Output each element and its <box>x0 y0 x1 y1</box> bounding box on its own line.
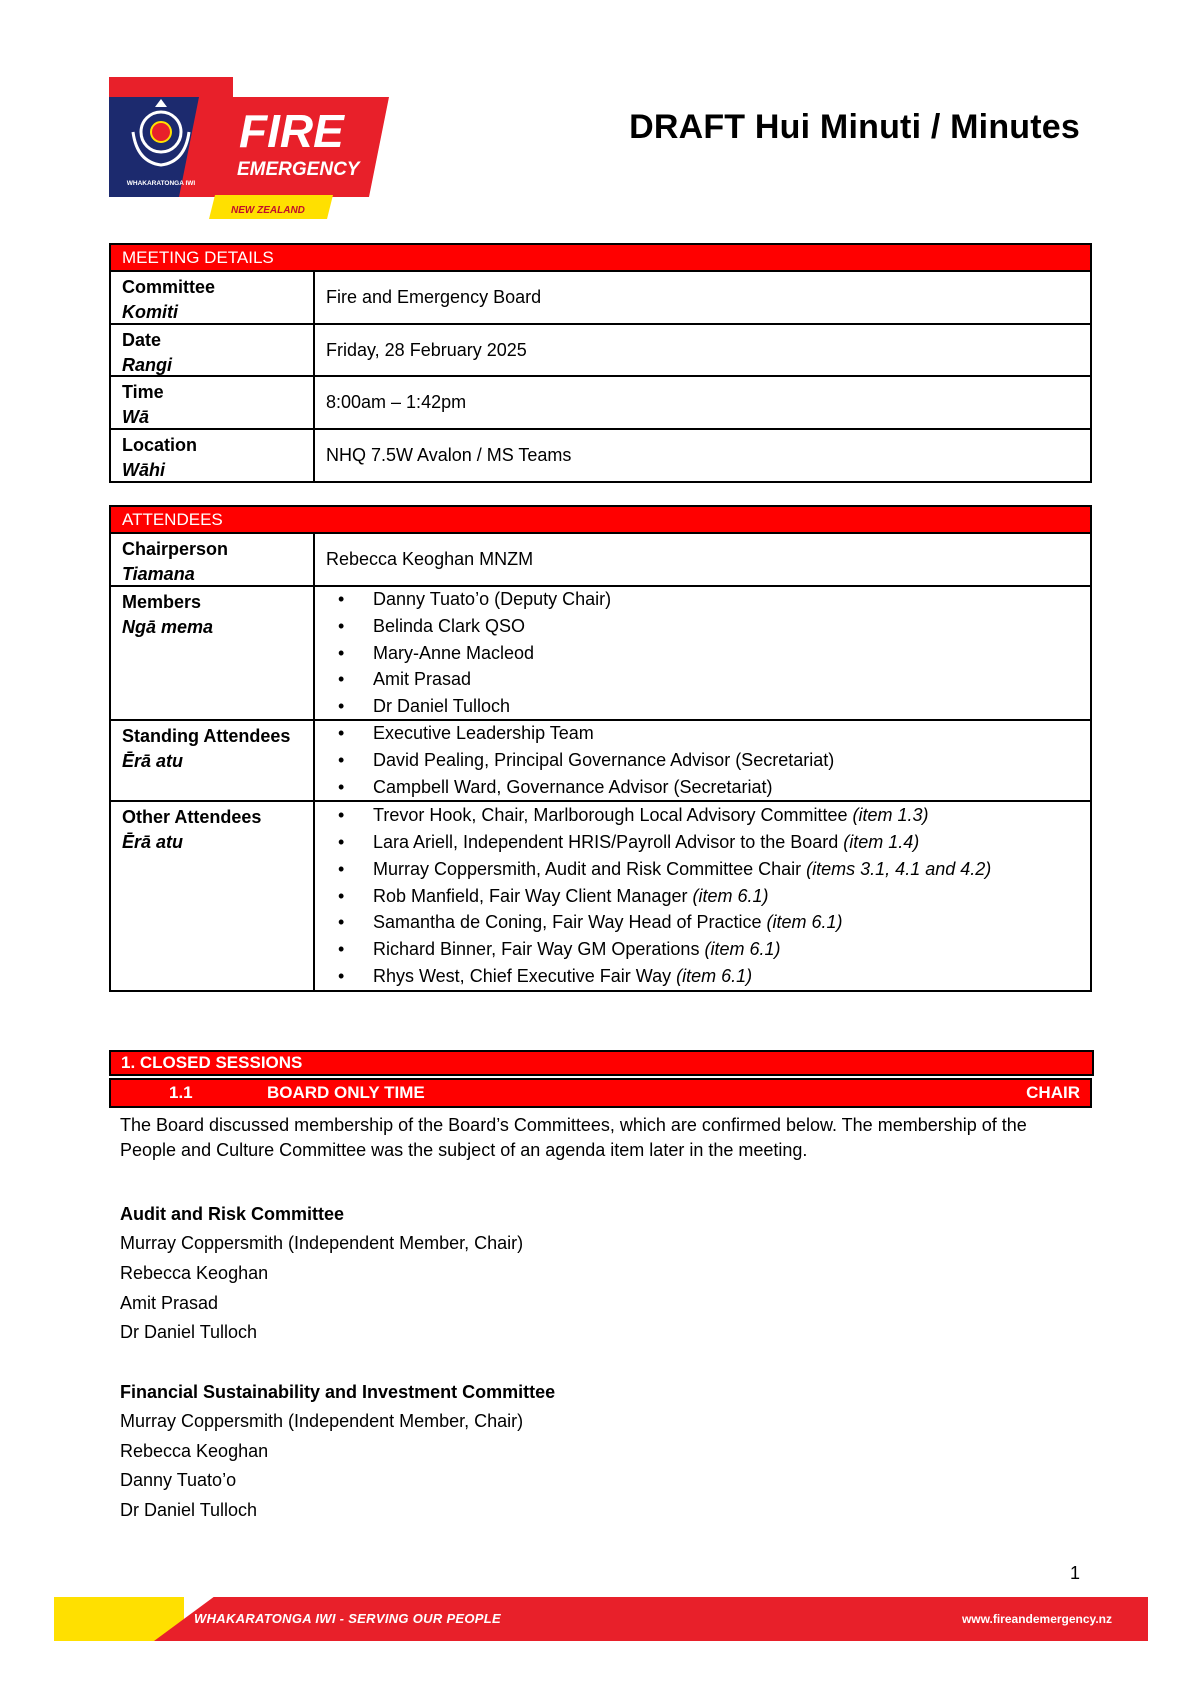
attendees-heading: ATTENDEES <box>111 507 1090 534</box>
committee-heading: Audit and Risk Committee <box>120 1204 345 1224</box>
list-item: • Dr Daniel Tulloch <box>326 693 1079 720</box>
committee-value: Fire and Emergency Board <box>326 287 542 307</box>
committee-member: Danny Tuato’o <box>120 1470 237 1490</box>
chairperson-value: Rebecca Keoghan MNZM <box>326 549 534 569</box>
footer-website-link[interactable]: www.fireandemergency.nz <box>961 1612 1112 1626</box>
row-label-maori: Wāhi <box>122 460 165 480</box>
table-row <box>111 272 1090 325</box>
table-row <box>111 721 1090 802</box>
page-number: 1 <box>1070 1563 1081 1583</box>
list-item: • Richard Binner, Fair Way GM Operations (item 6.1) <box>326 936 1079 963</box>
committee-member: Dr Daniel Tulloch <box>120 1322 258 1342</box>
section-heading-closed-sessions: 1. CLOSED SESSIONS <box>109 1050 1094 1076</box>
other-attendees-list <box>315 802 1090 990</box>
list-item: • Executive Leadership Team <box>326 720 1079 747</box>
location-value: NHQ 7.5W Avalon / MS Teams <box>326 445 572 465</box>
committee-member: Murray Coppersmith (Independent Member, Chair) <box>120 1233 524 1253</box>
committee-heading: Financial Sustainability and Investment Committee <box>120 1382 556 1402</box>
row-label: Location <box>122 435 197 455</box>
committee-member: Rebecca Keoghan <box>120 1263 269 1283</box>
logo-emergency-text: EMERGENCY <box>237 159 360 180</box>
committee-member: Amit Prasad <box>120 1293 219 1313</box>
committee-member: Murray Coppersmith (Independent Member, Chair) <box>120 1411 524 1431</box>
table-row <box>111 325 1090 377</box>
committee-member: Dr Daniel Tulloch <box>120 1500 258 1520</box>
list-item: • Rob Manfield, Fair Way Client Manager (item 6.1) <box>326 883 1079 910</box>
list-item: • Murray Coppersmith, Audit and Risk Committee Chair (items 3.1, 4.1 and 4.2) <box>326 856 1079 883</box>
agenda-item-owner: CHAIR <box>1026 1083 1080 1102</box>
list-item: • Belinda Clark QSO <box>326 613 1079 640</box>
footer-tagline: WHAKARATONGA IWI - SERVING OUR PEOPLE <box>194 1611 501 1626</box>
table-row <box>111 802 1090 990</box>
row-label: Date <box>122 330 162 350</box>
document-title: DRAFT Hui Minuti / Minutes <box>629 108 1080 146</box>
members-list <box>315 587 1090 719</box>
list-item: • Campbell Ward, Governance Advisor (Secretariat) <box>326 774 1079 801</box>
meeting-details-table <box>109 243 1092 483</box>
table-row <box>111 377 1090 430</box>
meeting-details-heading: MEETING DETAILS <box>111 245 1090 272</box>
committee-member: Rebecca Keoghan <box>120 1441 269 1461</box>
row-label: Standing Attendees <box>122 726 291 746</box>
table-row <box>111 587 1090 721</box>
list-item: • Lara Ariell, Independent HRIS/Payroll Advisor to the Board (item 1.4) <box>326 829 1079 856</box>
list-item: • Samantha de Coning, Fair Way Head of Practice (item 6.1) <box>326 909 1079 936</box>
time-value: 8:00am – 1:42pm <box>326 392 467 412</box>
row-label-maori: Ērā atu <box>122 751 184 771</box>
list-item: • Mary-Anne Macleod <box>326 640 1079 667</box>
row-label: Committee <box>122 277 216 297</box>
row-label: Chairperson <box>122 539 229 559</box>
minutes-paragraph: The Board discussed membership of the Board’s Committees, which are confirmed below. The membership of the People and Culture Committee was the subject of an agenda item later in the meeting. <box>120 1115 1027 1160</box>
row-label-maori: Wā <box>122 407 149 427</box>
row-label-maori: Ngā mema <box>122 617 214 637</box>
row-label-maori: Ērā atu <box>122 832 184 852</box>
row-label: Members <box>122 592 202 612</box>
logo-nz-text: NEW ZEALAND <box>231 205 305 216</box>
agenda-item-title: BOARD ONLY TIME <box>267 1083 425 1102</box>
logo-iwi-text: WHAKARATONGA IWI <box>126 180 196 187</box>
row-label-maori: Komiti <box>122 302 178 322</box>
list-item: • Amit Prasad <box>326 666 1079 693</box>
standing-attendees-list <box>315 721 1090 800</box>
row-label: Other Attendees <box>122 807 262 827</box>
table-row <box>111 534 1090 587</box>
page-footer <box>54 1597 1148 1641</box>
date-value: Friday, 28 February 2025 <box>326 339 527 360</box>
row-label-maori: Rangi <box>122 355 173 375</box>
fire-emergency-logo <box>109 77 389 219</box>
logo-fire-text: FIRE <box>239 105 344 157</box>
table-row <box>111 430 1090 481</box>
list-item: • Trevor Hook, Chair, Marlborough Local Advisory Committee (item 1.3) <box>326 802 1079 829</box>
row-label-maori: Tiamana <box>122 564 195 584</box>
agenda-item-number: 1.1 <box>169 1083 193 1102</box>
agenda-item-bar <box>109 1078 1092 1108</box>
attendees-table <box>109 505 1092 992</box>
list-item: • Danny Tuato’o (Deputy Chair) <box>326 586 1079 613</box>
list-item: • Rhys West, Chief Executive Fair Way (item 6.1) <box>326 963 1079 990</box>
list-item: • David Pealing, Principal Governance Advisor (Secretariat) <box>326 747 1079 774</box>
row-label: Time <box>122 382 164 402</box>
